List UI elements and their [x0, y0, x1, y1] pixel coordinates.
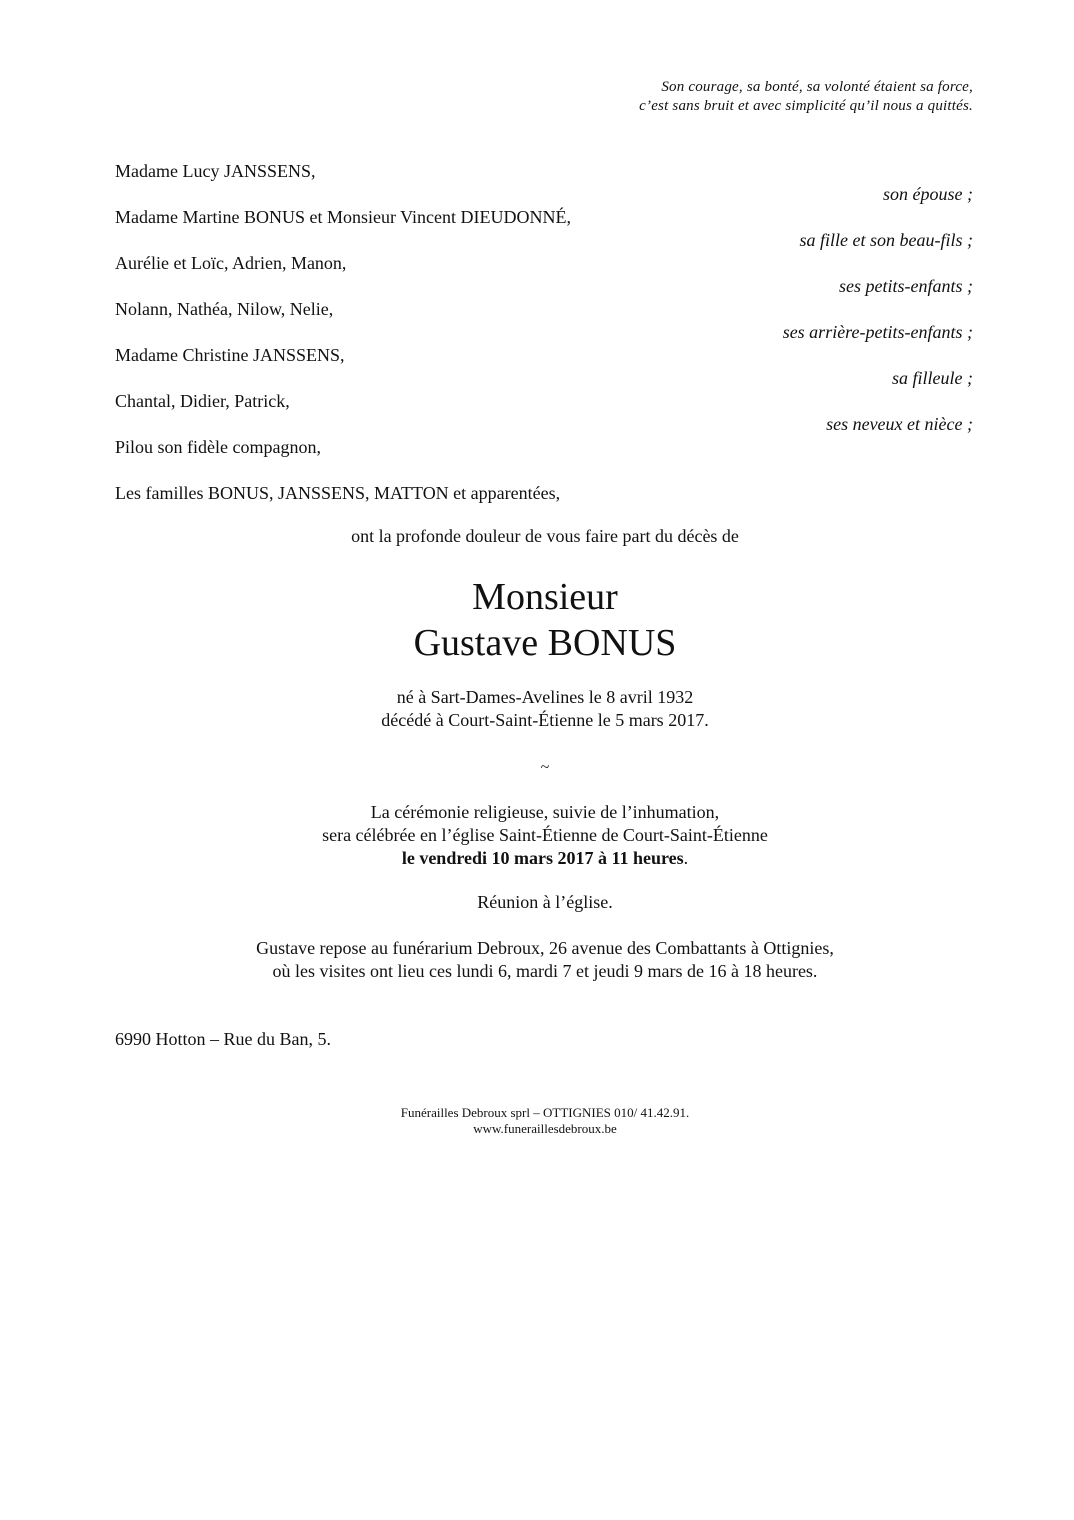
ceremony-date-end: . — [683, 848, 689, 868]
visits-line-2: où les visites ont lieu ces lundi 6, mardi 7 et jeudi 9 mars de 16 à 18 heures. — [272, 961, 818, 981]
family-list — [115, 159, 973, 527]
family-entry — [115, 435, 973, 481]
family-relation: sa filleule ; — [892, 368, 973, 388]
family-name: Chantal, Didier, Patrick, — [115, 391, 290, 411]
ceremony-line-1: La cérémonie religieuse, suivie de l’inhumation, — [370, 802, 720, 822]
birth-info: né à Sart-Dames-Avelines le 8 avril 1932 — [396, 687, 694, 707]
family-entry — [115, 251, 973, 297]
separator: ~ — [540, 759, 550, 776]
family-relation: son épouse ; — [883, 184, 973, 204]
family-entry — [115, 481, 973, 527]
family-relation: sa fille et son beau-fils ; — [799, 230, 973, 250]
footer-company: Funérailles Debroux sprl – OTTIGNIES 010/ 41.42.91. — [400, 1105, 690, 1120]
visits-info — [0, 937, 1074, 983]
family-entry — [115, 343, 973, 389]
family-address: 6990 Hotton – Rue du Ban, 5. — [115, 1029, 331, 1049]
death-info: décédé à Court-Saint-Étienne le 5 mars 2017. — [381, 710, 709, 730]
family-entry — [115, 159, 973, 205]
deceased-name: Gustave BONUS — [413, 622, 677, 664]
family-entry — [115, 205, 973, 251]
deceased-name-block — [0, 574, 1074, 666]
deceased-title: Monsieur — [472, 576, 618, 618]
family-relation: ses petits-enfants ; — [839, 276, 973, 296]
ceremony-date: le vendredi 10 mars 2017 à 11 heures — [401, 848, 684, 868]
family-relation: ses neveux et nièce ; — [826, 414, 973, 434]
announcement: ont la profonde douleur de vous faire part du décès de — [351, 526, 739, 546]
epigraph-line-1: Son courage, sa bonté, sa volonté étaient sa force, — [661, 79, 973, 95]
family-relation: ses arrière-petits-enfants ; — [782, 322, 973, 342]
visits-line-1: Gustave repose au funérarium Debroux, 26 avenue des Combattants à Ottignies, — [256, 938, 834, 958]
family-name: Madame Lucy JANSSENS, — [115, 161, 316, 181]
family-name: Pilou son fidèle compagnon, — [115, 437, 321, 457]
footer — [0, 1105, 1074, 1137]
ceremony-date-line — [0, 847, 1074, 870]
family-name: Madame Christine JANSSENS, — [115, 345, 345, 365]
epigraph — [639, 78, 973, 116]
family-name: Madame Martine BONUS et Monsieur Vincent DIEUDONNÉ, — [115, 207, 572, 227]
family-entry — [115, 297, 973, 343]
ceremony-line-2: sera célébrée en l’église Saint-Étienne de Court-Saint-Étienne — [322, 825, 768, 845]
epigraph-line-2: c’est sans bruit et avec simplicité qu’il nous a quittés. — [639, 98, 973, 114]
footer-website: www.funeraillesdebroux.be — [473, 1121, 617, 1136]
family-name: Les familles BONUS, JANSSENS, MATTON et apparentées, — [115, 483, 561, 503]
family-name: Nolann, Nathéa, Nilow, Nelie, — [115, 299, 334, 319]
life-dates — [0, 686, 1074, 732]
family-entry — [115, 389, 973, 435]
family-name: Aurélie et Loïc, Adrien, Manon, — [115, 253, 347, 273]
reunion-info: Réunion à l’église. — [477, 892, 613, 912]
ceremony-info — [0, 801, 1074, 870]
